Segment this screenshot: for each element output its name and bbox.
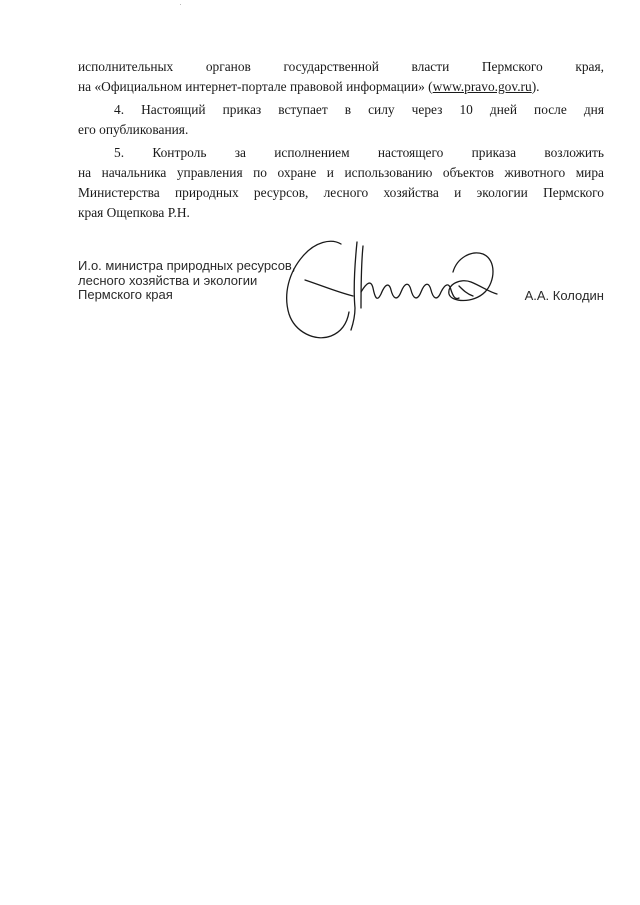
signatory-title-line: Пермского края: [78, 287, 173, 302]
signatory-title: [78, 259, 295, 303]
handwritten-signature: [275, 232, 505, 347]
text-line: [78, 77, 604, 97]
text-line: 5. Контроль за исполнением настоящего приказа возложить: [114, 145, 604, 160]
signatory-title-line: И.о. министра природных ресурсов,: [78, 258, 296, 273]
text-line: 4. Настоящий приказ вступает в силу через 10 дней после дня: [114, 102, 604, 117]
text-line: Министерства природных ресурсов, лесного хозяйства и экологии Пермского: [78, 185, 604, 200]
signature-body-stroke: [361, 283, 459, 298]
signature-final-loop: [449, 253, 497, 301]
signature-tail-stroke: [459, 286, 473, 296]
signatory-name: А.А. Колодин: [524, 288, 604, 303]
text-line: исполнительных органов государственной власти Пермского края,: [78, 59, 604, 74]
portal-url: www.pravo.gov.ru: [432, 79, 532, 94]
paragraph-5: [78, 143, 604, 223]
signature-stem-stroke: [361, 246, 363, 308]
signature-initial-stroke: [287, 241, 349, 337]
document-body: [78, 57, 604, 226]
signature-stem-stroke: [351, 242, 357, 330]
text-fragment: ).: [531, 79, 540, 94]
scan-artifact: [180, 4, 181, 5]
paragraph-3-continuation: [78, 57, 604, 97]
signatory-title-line: лесного хозяйства и экологии: [78, 272, 258, 288]
text-line: края Ощепкова Р.Н.: [78, 205, 190, 220]
text-fragment: на «Официальном интернет-портале правовой информации» (: [78, 79, 433, 94]
paragraph-4: [78, 100, 604, 140]
signature-sweep-stroke: [305, 280, 353, 296]
text-line: его опубликования.: [78, 122, 189, 137]
text-line: на начальника управления по охране и использованию объектов животного мира: [78, 165, 604, 180]
